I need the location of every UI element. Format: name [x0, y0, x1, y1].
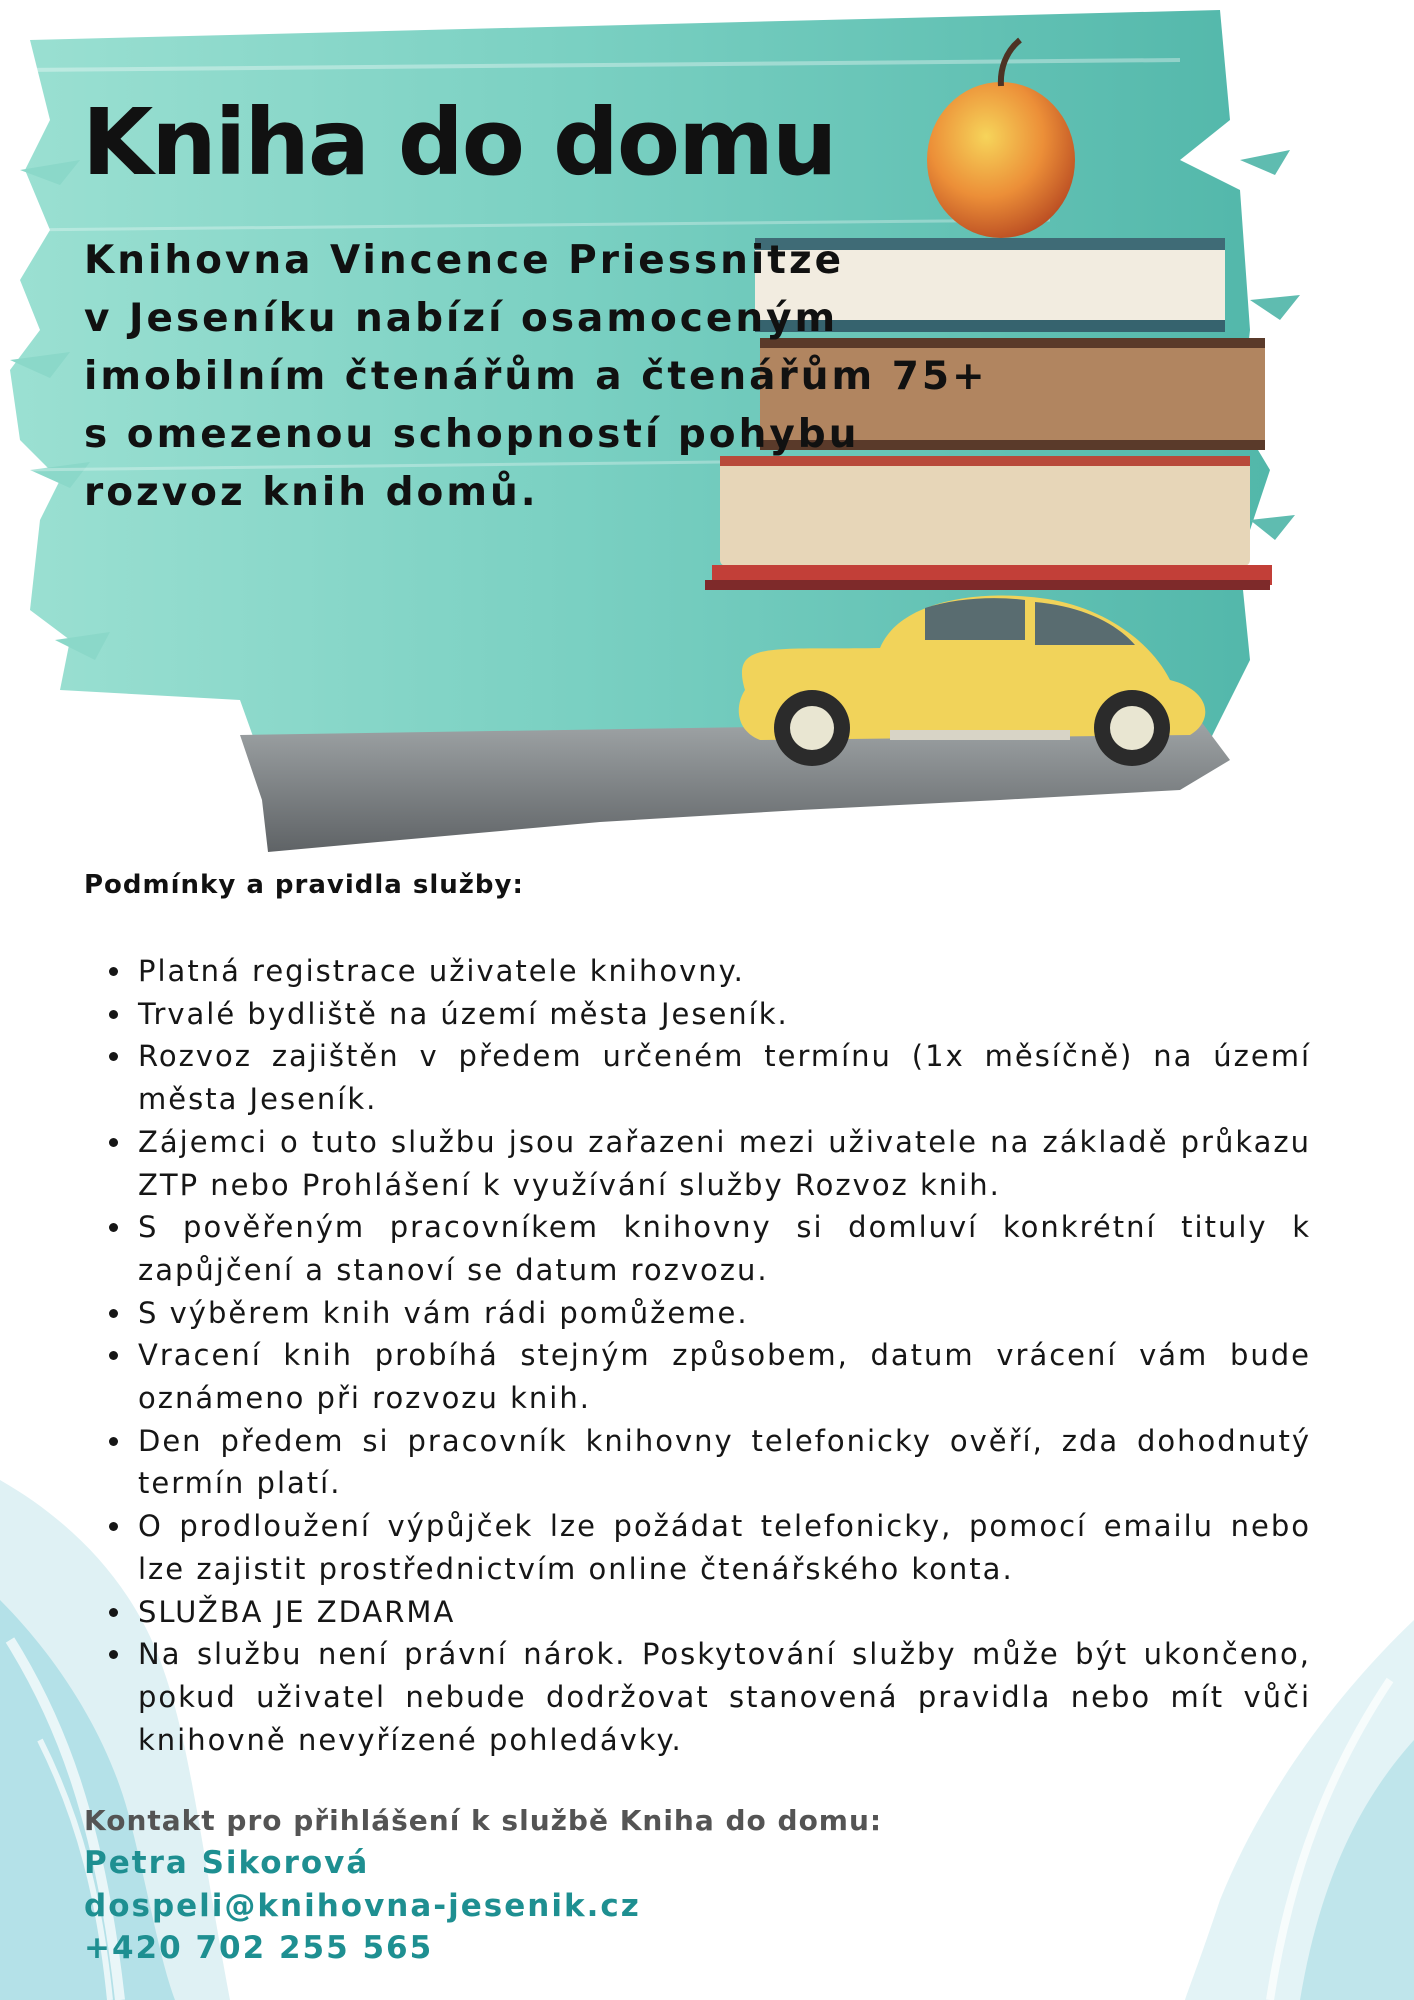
rule-item: SLUŽBA JE ZDARMA	[138, 1591, 1311, 1634]
rule-item: S pověřeným pracovníkem knihovny si domluví konkrétní tituly k zapůjčení a stanoví se datum rozvozu.	[138, 1206, 1311, 1291]
contact-heading: Kontakt pro přihlášení k službě Kniha do domu:	[84, 1804, 883, 1837]
intro-line: s omezenou schopností pohybu	[84, 412, 860, 457]
intro-text	[84, 232, 1084, 522]
intro-line: v Jeseníku nabízí osamoceným	[84, 296, 839, 341]
rule-item: S výběrem knih vám rádi pomůžeme.	[138, 1292, 1311, 1335]
road-surface	[240, 720, 1230, 852]
rule-item: Platná registrace uživatele knihovny.	[138, 950, 1311, 993]
contact-block	[84, 1800, 1084, 1970]
page-title: Kniha do domu	[82, 89, 836, 196]
intro-line: rozvoz knih domů.	[84, 470, 539, 515]
rule-item: Trvalé bydliště na území města Jeseník.	[138, 993, 1311, 1036]
contact-phone-link[interactable]: +420 702 255 565	[84, 1930, 434, 1967]
rule-item: Rozvoz zajištěn v předem určeném termínu (1x měsíčně) na území města Jeseník.	[138, 1035, 1311, 1120]
conditions-heading: Podmínky a pravidla služby:	[84, 870, 524, 900]
rule-item: Vracení knih probíhá stejným způsobem, datum vrácení vám bude oznámeno při rozvozu knih.	[138, 1334, 1311, 1419]
intro-line: Knihovna Vincence Priessnitze	[84, 238, 845, 283]
contact-email-link[interactable]: dospeli@knihovna-jesenik.cz	[84, 1887, 641, 1924]
rules-list	[84, 950, 1311, 1761]
rule-item: Zájemci o tuto službu jsou zařazeni mezi uživatele na základě průkazu ZTP nebo Prohlášení k využívání služby Rozvoz knih.	[138, 1121, 1311, 1206]
rule-item: Na službu není právní nárok. Poskytování služby může být ukončeno, pokud uživatel nebude dodržovat stanovená pravidla nebo mít vůči knihovně nevyřízené pohledávky.	[138, 1633, 1311, 1761]
intro-line: imobilním čtenářům a čtenářům 75+	[84, 354, 988, 399]
rule-item: O prodloužení výpůjček lze požádat telefonicky, pomocí emailu nebo lze zajistit prostřednictvím online čtenářského konta.	[138, 1505, 1311, 1590]
contact-name: Petra Sikorová	[84, 1845, 370, 1881]
rule-item: Den předem si pracovník knihovny telefonicky ověří, zda dohodnutý termín platí.	[138, 1420, 1311, 1505]
